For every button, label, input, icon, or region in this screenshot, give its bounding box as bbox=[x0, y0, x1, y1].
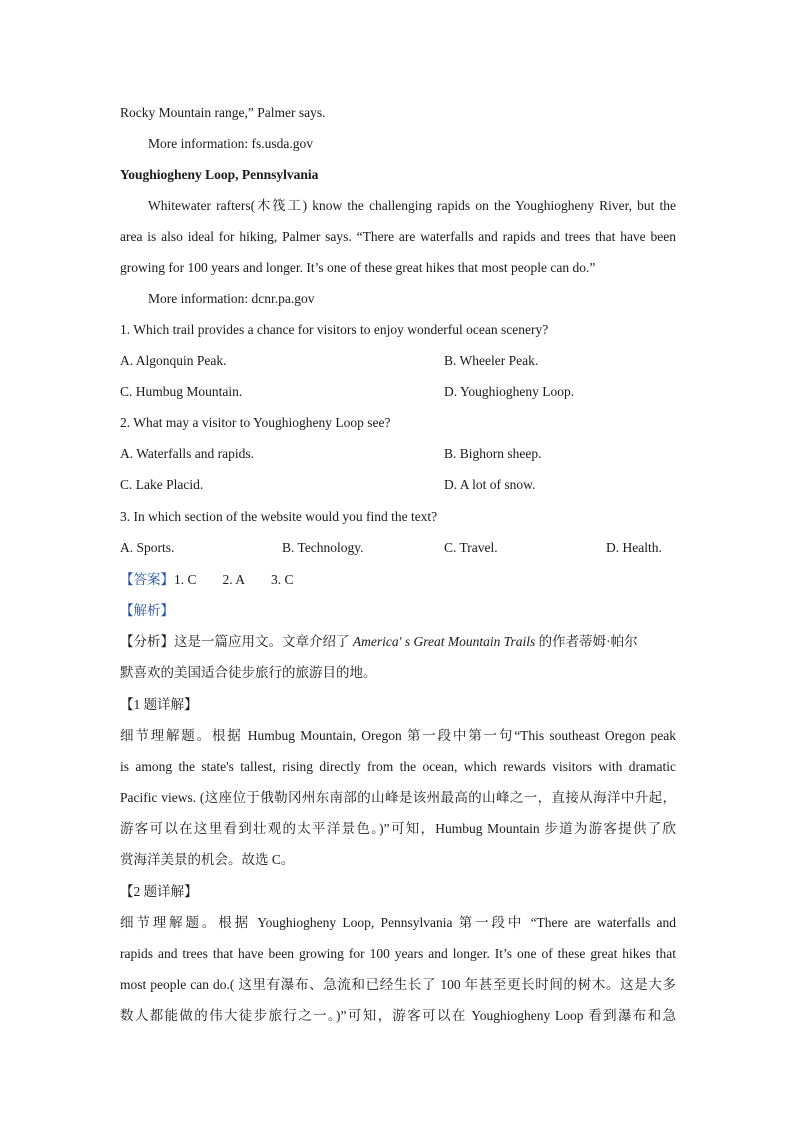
detail-1-line: is among the state's tallest, rising directly from the ocean, which rewards visitors with dramatic bbox=[120, 759, 676, 774]
question-2-option-c: C. Lake Placid. bbox=[120, 477, 204, 492]
paragraph-line: area is also ideal for hiking, Palmer says. “There are waterfalls and rapids and trees that have been bbox=[120, 229, 676, 244]
paragraph-line: Whitewater rafters(木筏工) know the challenging rapids on the Youghiogheny River, but the bbox=[148, 198, 676, 213]
question-1-option-d: D. Youghiogheny Loop. bbox=[444, 384, 575, 399]
question-2-option-b: B. Bighorn sheep. bbox=[444, 446, 542, 461]
answer-3: 3. C bbox=[271, 572, 294, 587]
analysis-text: 【分析】这是一篇应用文。文章介绍了 bbox=[120, 634, 353, 649]
question-3-option-d: D. Health. bbox=[606, 540, 662, 555]
detail-1-line: 赏海洋美景的机会。故选 C。 bbox=[120, 852, 295, 867]
analysis-line: 默喜欢的美国适合徒步旅行的旅游目的地。 bbox=[120, 665, 377, 680]
question-1-option-b: B. Wheeler Peak. bbox=[444, 353, 539, 368]
detail-1-line: 细节理解题。根据 Humbug Mountain, Oregon 第一段中第一句“This southeast Oregon peak bbox=[120, 728, 676, 743]
detail-1-line: 游客可以在这里看到壮观的太平洋景色。)”可知，Humbug Mountain 步道为游客提供了欣 bbox=[120, 821, 676, 836]
answer-2: 2. A bbox=[222, 572, 246, 587]
paragraph-line: Rocky Mountain range,” Palmer says. bbox=[120, 105, 326, 120]
question-2-option-a: A. Waterfalls and rapids. bbox=[120, 446, 254, 461]
answer-label: 【答案】 bbox=[120, 572, 174, 587]
detail-2-line: rapids and trees that have been growing for 100 years and longer. It’s one of these great hikes that bbox=[120, 946, 676, 961]
question-3-option-a: A. Sports. bbox=[120, 540, 175, 555]
detail-2-line: most people can do.( 这里有瀑布、急流和已经生长了 100 年甚至更长时间的树木。这是大多 bbox=[120, 977, 676, 992]
book-title: America' s Great Mountain Trails bbox=[352, 634, 536, 649]
question-3-option-c: C. Travel. bbox=[444, 540, 498, 555]
question-1-option-c: C. Humbug Mountain. bbox=[120, 384, 243, 399]
answer-line bbox=[120, 571, 680, 589]
analysis-line bbox=[120, 633, 680, 651]
detail-1-heading: 【1 题详解】 bbox=[120, 697, 198, 712]
more-info-line: More information: dcnr.pa.gov bbox=[148, 291, 315, 306]
analysis-text: 的作者蒂姆·帕尔 bbox=[535, 634, 638, 649]
question-1-option-a: A. Algonquin Peak. bbox=[120, 353, 227, 368]
analysis-label: 【解析】 bbox=[120, 603, 174, 618]
paragraph-line: growing for 100 years and longer. It’s one of these great hikes that most people can do.” bbox=[120, 260, 596, 275]
answer-1: 1. C bbox=[174, 572, 197, 587]
more-info-line: More information: fs.usda.gov bbox=[148, 136, 313, 151]
question-2-option-d: D. A lot of snow. bbox=[444, 477, 536, 492]
question-3-option-b: B. Technology. bbox=[282, 540, 364, 555]
question-2-stem: 2. What may a visitor to Youghiogheny Loop see? bbox=[120, 415, 391, 430]
detail-2-line: 数人都能做的伟大徒步旅行之一。)”可知，游客可以在 Youghiogheny Loop 看到瀑布和急 bbox=[120, 1008, 676, 1023]
detail-2-line: 细节理解题。根据 Youghiogheny Loop, Pennsylvania 第一段中 “There are waterfalls and bbox=[120, 915, 676, 930]
question-1-stem: 1. Which trail provides a chance for visitors to enjoy wonderful ocean scenery? bbox=[120, 322, 549, 337]
detail-2-heading: 【2 题详解】 bbox=[120, 884, 198, 899]
detail-1-line: Pacific views. (这座位于俄勒冈州东南部的山峰是该州最高的山峰之一，直接从海洋中升起， bbox=[120, 790, 676, 805]
question-3-stem: 3. In which section of the website would you find the text? bbox=[120, 509, 438, 524]
section-heading: Youghiogheny Loop, Pennsylvania bbox=[120, 167, 319, 182]
